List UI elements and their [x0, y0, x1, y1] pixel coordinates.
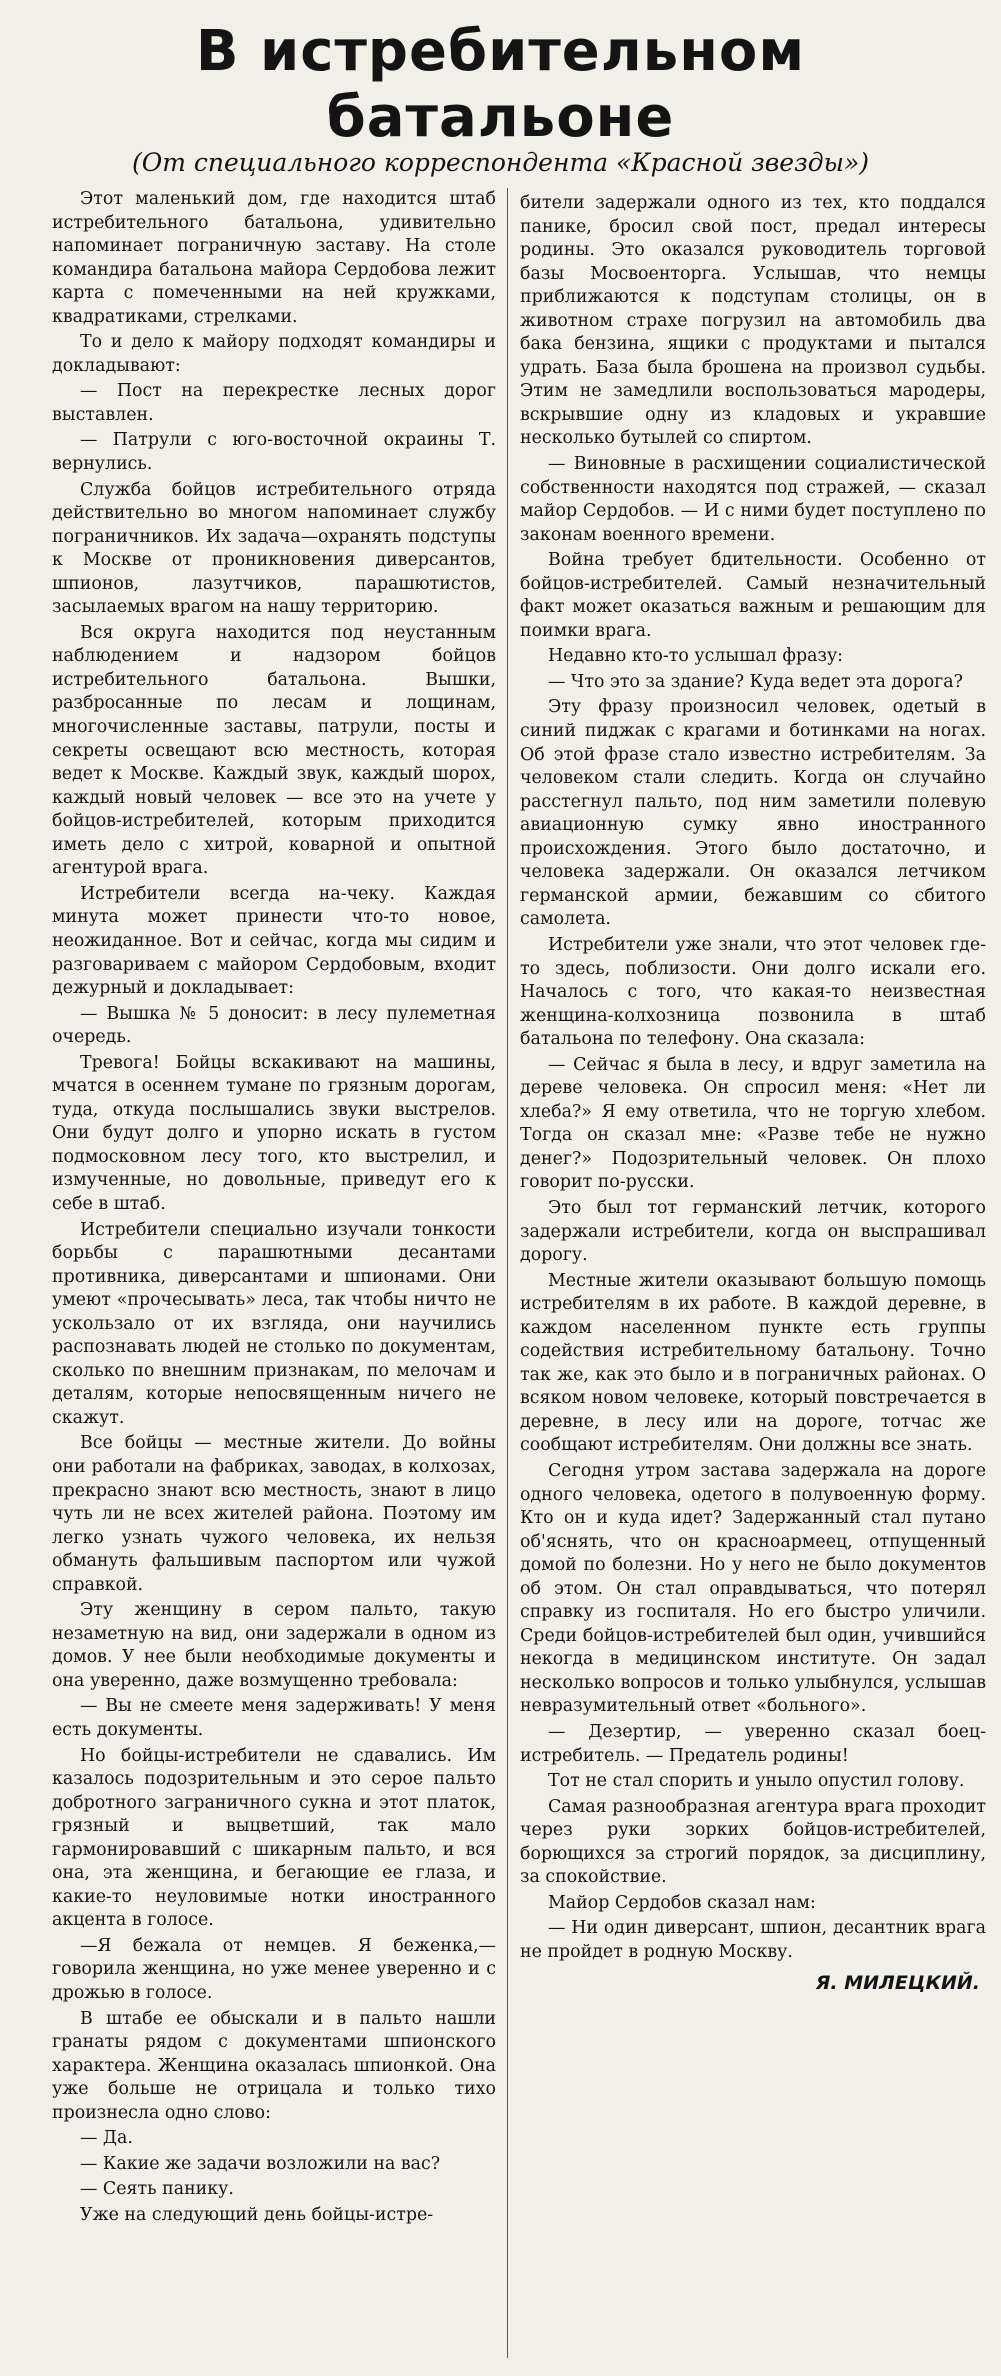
paragraph: Война требует бдительности. Особенно от бойцов-истребителей. Самый незначительный факт может оказаться важным и решающим для поимки врага.: [520, 550, 986, 641]
paragraph: Тревога! Бойцы вскакивают на машины, мчатся в осеннем тумане по грязным дорогам, туда, откуда послышались звуки выстрелов. Они будут долго и упорно искать в густом подмосковном лесу того, кто выстрелил, и измученные, но довольные, приведут его к себе в штаб.: [52, 1052, 496, 1214]
paragraph: Недавно кто-то услышал фразу:: [548, 646, 844, 667]
column-divider: [507, 188, 508, 2358]
paragraph: В штабе ее обыскали и в пальто нашли гранаты рядом с документами шпионского характера. Женщина оказалась шпионкой. Она уже больше не отрицала и только тихо произнесла одно слово:: [52, 2008, 496, 2123]
paragraph: Все бойцы — местные жители. До войны они работали на фабриках, заводах, в колхозах, прекрасно знают всю местность, знают в лицо чуть ли не всех жителей района. Поэтому им легко узнать чужого человека, их нельзя обмануть фальшивым паспортом или чужой справкой.: [52, 1433, 496, 1595]
paragraph: Уже на следующий день бойцы-истре-: [80, 2204, 434, 2225]
paragraph: Сегодня утром застава задержала на дороге одного человека, одетого в полувоенную форму. Кто он и куда идет? Задержанный стал путано об'яснять, что он красноармеец, отпущенный домой по болезни. Но у него не было документов об этом. Он стал оправдываться, что потерял справку из госпиталя. Но его быстро уличили. Среди бойцов-истребителей был один, учившийся некогда в медицинском институте. Он задал несколько вопросов и только улыбнулся, услышав невразумительный ответ «больного».: [520, 1460, 986, 1717]
title-line-1: В истребительном: [195, 19, 806, 84]
paragraph: Истребители всегда на-чеку. Каждая минута может принести что-то новое, неожиданное. Вот и сейчас, когда мы сидим и разговариваем с майором Сердобовым, входит дежурный и докладывает:: [52, 883, 496, 999]
paragraph: — Сейчас я была в лесу, и вдруг заметила на дереве человека. Он спросил меня: «Нет ли хлеба?» Я ему ответила, что не торгую хлебом. Тогда он сказал мне: «Разве тебе не нужно денег?» Подозрительный человек. Он плохо говорит по-русски.: [520, 1054, 986, 1193]
paragraph: — Ни один диверсант, шпион, десантник врага не пройдет в родную Москву.: [520, 1918, 986, 1962]
paragraph: Тот не стал спорить и уныло опустил голову.: [548, 1771, 965, 1792]
paragraph: Майор Сердобов сказал нам:: [548, 1892, 816, 1913]
paragraph: Но бойцы-истребители не сдавались. Им казалось подозрительным и это серое пальто добротного заграничного сукна и этот платок, грязный и выцветший, так мало гармонировавший с шикарным пальто, и вся она, эта женщина, и бегающие ее глаза, и какие-то неуловимые нотки иностранного акцента в голосе.: [52, 1745, 496, 1931]
paragraph: — Пост на перекрестке лесных дорог выставлен.: [52, 381, 496, 425]
paragraph: Служба бойцов истребительного отряда действительно во многом напоминает службу пограничников. Их задача—охранять подступы к Москве от проникновения диверсантов, шпионов, лазутчиков, парашютистов, засылаемых врагом на нашу территорию.: [52, 479, 496, 618]
paragraph: Местные жители оказывают большую помощь истребителям в их работе. В каждой деревне, в каждом населенном пункте есть группы содействия истребительному батальону. Точно так же, как это было и в пограничных районах. О всяком новом человеке, который повстречается в деревне, в лесу или на дороге, тотчас же сообщают истребителям. Они должны все знать.: [520, 1270, 986, 1456]
paragraph: Эту фразу произносил человек, одетый в синий пиджак с крагами и ботинками на ногах. Об этой фразе стало известно истребителям. За человеком стали следить. Когда он случайно расстегнул пальто, под ним заметили полевую авиационную сумку явно иностранного происхождения. Этого было достаточно, и человека задержали. Он оказался летчиком германской армии, бежавшим со сбитого самолета.: [520, 697, 986, 930]
paragraph: Вся округа находится под неустанным наблюдением и надзором бойцов истребительного батальона. Вышки, разбросанные по лесам и лощинам, многочисленные заставы, патрули, посты и секреты освещают всю местность, которая ведет к Москве. Каждый звук, каждый шорох, каждый новый человек — все это на учете у бойцов-истребителей, которым приходится иметь дело с хитрой, коварной и опытной агентурой врага.: [52, 622, 496, 879]
paragraph: Это был тот германский летчик, которого задержали истребители, когда он выспрашивал дорогу.: [520, 1197, 986, 1266]
paragraph: Истребители уже знали, что этот человек где-то здесь, поблизости. Они долго искали его. Началось с того, что какая-то неизвестная женщина-колхозница позвонила в штаб батальона по телефону. Она сказала:: [520, 934, 986, 1050]
right-column: [520, 192, 986, 1996]
paragraph: — Сеять панику.: [80, 2179, 234, 2200]
paragraph: Самая разнообразная агентура врага проходит через руки зорких бойцов-истребителей, борющихся за строгий порядок, за дисциплину, за спокойствие.: [520, 1796, 986, 1888]
paragraph: Истребители специально изучали тонкости борьбы с парашютными десантами противника, диверсантами и шпионами. Они умеют «прочесывать» леса, так чтобы ничто не ускользало от их взгляда, они научились распознавать людей не столько по документам, сколько по внешним признакам, по мелочам и деталям, которые непосвященным ничего не скажут.: [52, 1219, 496, 1428]
margin-artifacts: [0, 990, 20, 2290]
paragraph: — Вы не смеете меня задерживать! У меня есть документы.: [52, 1696, 496, 1740]
author-signature: Я. МИЛЕЦКИЙ.: [815, 1972, 980, 1995]
paragraph: Эту женщину в сером пальто, такую незаметную на вид, они задержали в одном из домов. У нее были необходимые документы и она уверенно, даже возмущенно требовала:: [52, 1600, 496, 1691]
paragraph: — Да.: [80, 2128, 133, 2149]
paragraph: — Какие же задачи возложили на вас?: [80, 2153, 441, 2174]
paragraph: То и дело к майору подходят командиры и докладывают:: [52, 332, 496, 376]
paragraph: —Я бежала от немцев. Я беженка,— говорила женщина, но уже менее уверенно и с дрожью в голосе.: [52, 1935, 496, 2004]
paragraph: — Что это за здание? Куда ведет эта дорога?: [548, 671, 963, 692]
paragraph: — Вышка № 5 доносит: в лесу пулеметная очередь.: [52, 1003, 496, 1048]
paragraph: — Патрули с юго-восточной окраины Т. вернулись.: [52, 430, 496, 475]
paragraph: — Дезертир, — уверенно сказал боец-истребитель. — Предатель родины!: [520, 1722, 986, 1766]
paragraph: Этот маленький дом, где находится штаб истребительного батальона, удивительно напоминает пограничную заставу. На столе командира батальона майора Сердобова лежит карта с помеченными на ней кружками, квадратиками, стрелками.: [52, 189, 496, 327]
left-column: [52, 188, 496, 2229]
paragraph: бители задержали одного из тех, кто поддался панике, бросил свой пост, предал интересы родины. Это оказался руководитель торговой базы Мосвоенторга. Услышав, что немцы приближаются к подступам столицы, он в животном страхе погрузил на автомобиль два бака бензина, ящики с продуктами и пытался удрать. База была брошена на произвол судьбы. Этим не замедлили воспользоваться мародеры, вскрывшие одну из кладовых и укравшие несколько бутылей со спиртом.: [520, 193, 986, 449]
article-byline: (От специального корреспондента «Красной звезды»): [132, 148, 869, 177]
article-header: [0, 0, 1001, 178]
paragraph: — Виновные в расхищении социалистической собственности находятся под стражей, — сказал майор Сердобов. — И с ними будет поступлено по законам военного времени.: [520, 454, 986, 545]
title-line-2: батальоне: [326, 85, 675, 150]
